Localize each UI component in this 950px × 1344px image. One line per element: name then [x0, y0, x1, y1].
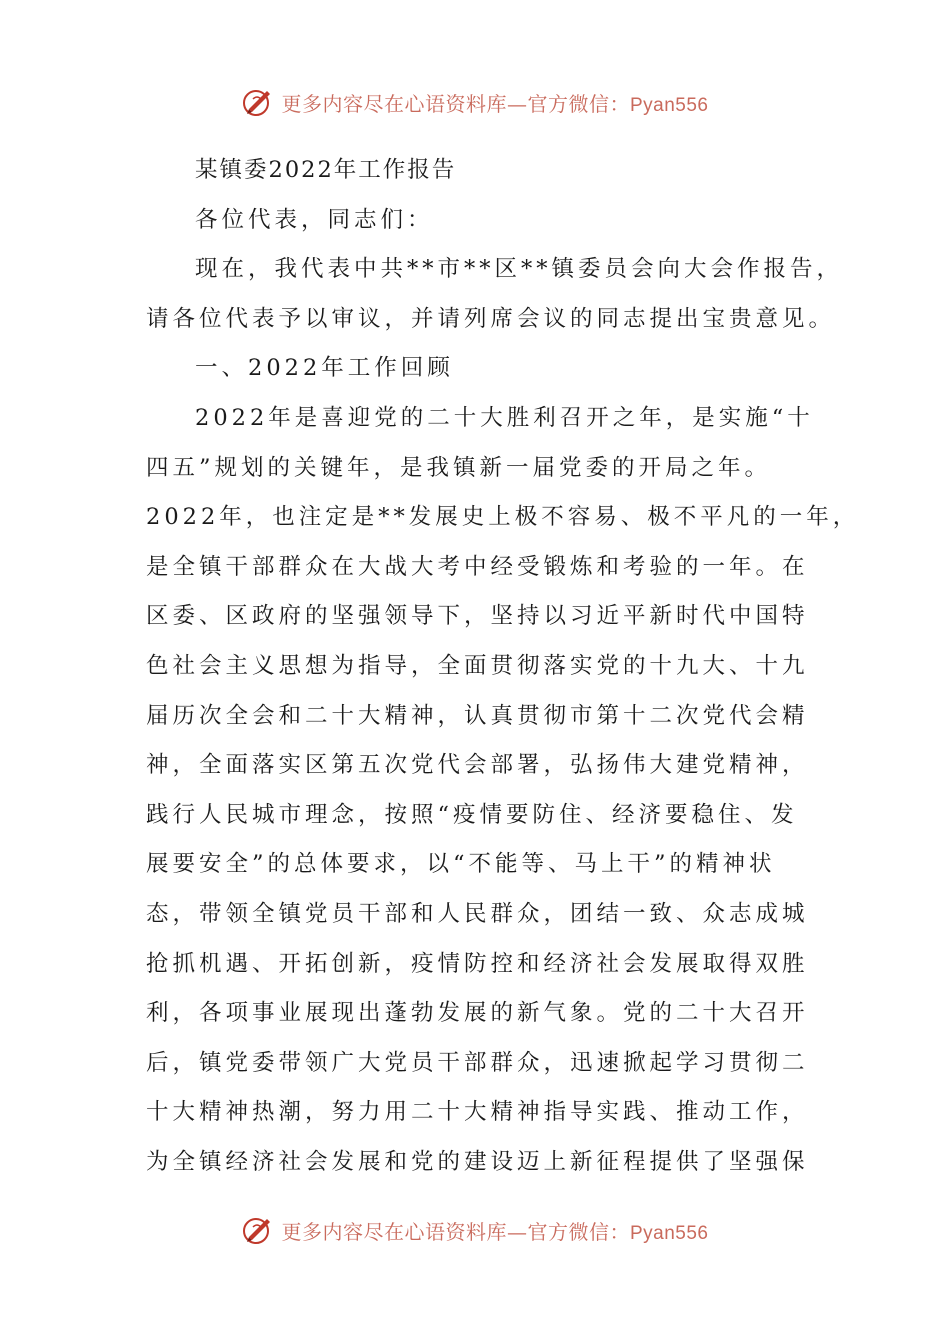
text-line: 届历次全会和二十大精神，认真贯彻市第十二次党代会精 [146, 702, 809, 729]
text-line: 十大精神热潮，努力用二十大精神指导实践、推动工作， [146, 1099, 809, 1126]
pen-logo-icon [241, 1213, 275, 1247]
watermark-label: 更多内容尽在心语资料库—官方微信： [281, 1219, 630, 1244]
watermark-text [281, 1216, 708, 1245]
text-line: 四五”规划的关键年，是我镇新一届党委的开局之年。 [146, 454, 772, 481]
pen-logo-icon [241, 85, 275, 119]
watermark-banner-top [0, 82, 950, 122]
text-line: 现在，我代表中共**市**区**镇委员会向大会作报告， [195, 256, 844, 283]
text-line: 各位代表，同志们： [195, 206, 434, 233]
text-line: 为全镇经济社会发展和党的建设迈上新征程提供了坚强保 [146, 1148, 809, 1175]
document-title: 某镇委2022年工作报告 [195, 157, 457, 183]
text-line: 神，全面落实区第五次党代会部署，弘扬伟大建党精神， [146, 752, 809, 779]
text-line: 态，带领全镇党员干部和人民群众，团结一致、众志成城 [146, 900, 809, 927]
text-line: 色社会主义思想为指导，全面贯彻落实党的十九大、十九 [146, 652, 809, 679]
wechat-id: Pyan556 [629, 1222, 709, 1244]
wechat-id: Pyan556 [629, 94, 709, 116]
text-line: 区委、区政府的坚强领导下，坚持以习近平新时代中国特 [146, 603, 809, 630]
text-line: 请各位代表予以审议，并请列席会议的同志提出宝贵意见。 [146, 305, 836, 332]
text-line: 2022年，也注定是**发展史上极不容易、极不平凡的一年， [146, 504, 860, 531]
watermark-text [281, 88, 708, 117]
text-line: 展要安全”的总体要求，以“不能等、马上干”的精神状 [146, 851, 776, 878]
watermark-banner-bottom [0, 1210, 950, 1250]
document-body [146, 146, 860, 1187]
text-line: 践行人民城市理念，按照“疫情要防住、经济要稳住、发 [146, 801, 798, 828]
text-line: 后，镇党委带领广大党员干部群众，迅速掀起学习贯彻二 [146, 1049, 809, 1076]
text-line: 利，各项事业展现出蓬勃发展的新气象。党的二十大召开 [146, 1000, 809, 1027]
watermark-label: 更多内容尽在心语资料库—官方微信： [281, 91, 630, 116]
text-line: 抢抓机遇、开拓创新，疫情防控和经济社会发展取得双胜 [146, 950, 809, 977]
text-line: 是全镇干部群众在大战大考中经受锻炼和考验的一年。在 [146, 553, 809, 580]
text-line: 一、2022年工作回顾 [195, 355, 454, 382]
text-line: 2022年是喜迎党的二十大胜利召开之年，是实施“十 [195, 404, 814, 431]
